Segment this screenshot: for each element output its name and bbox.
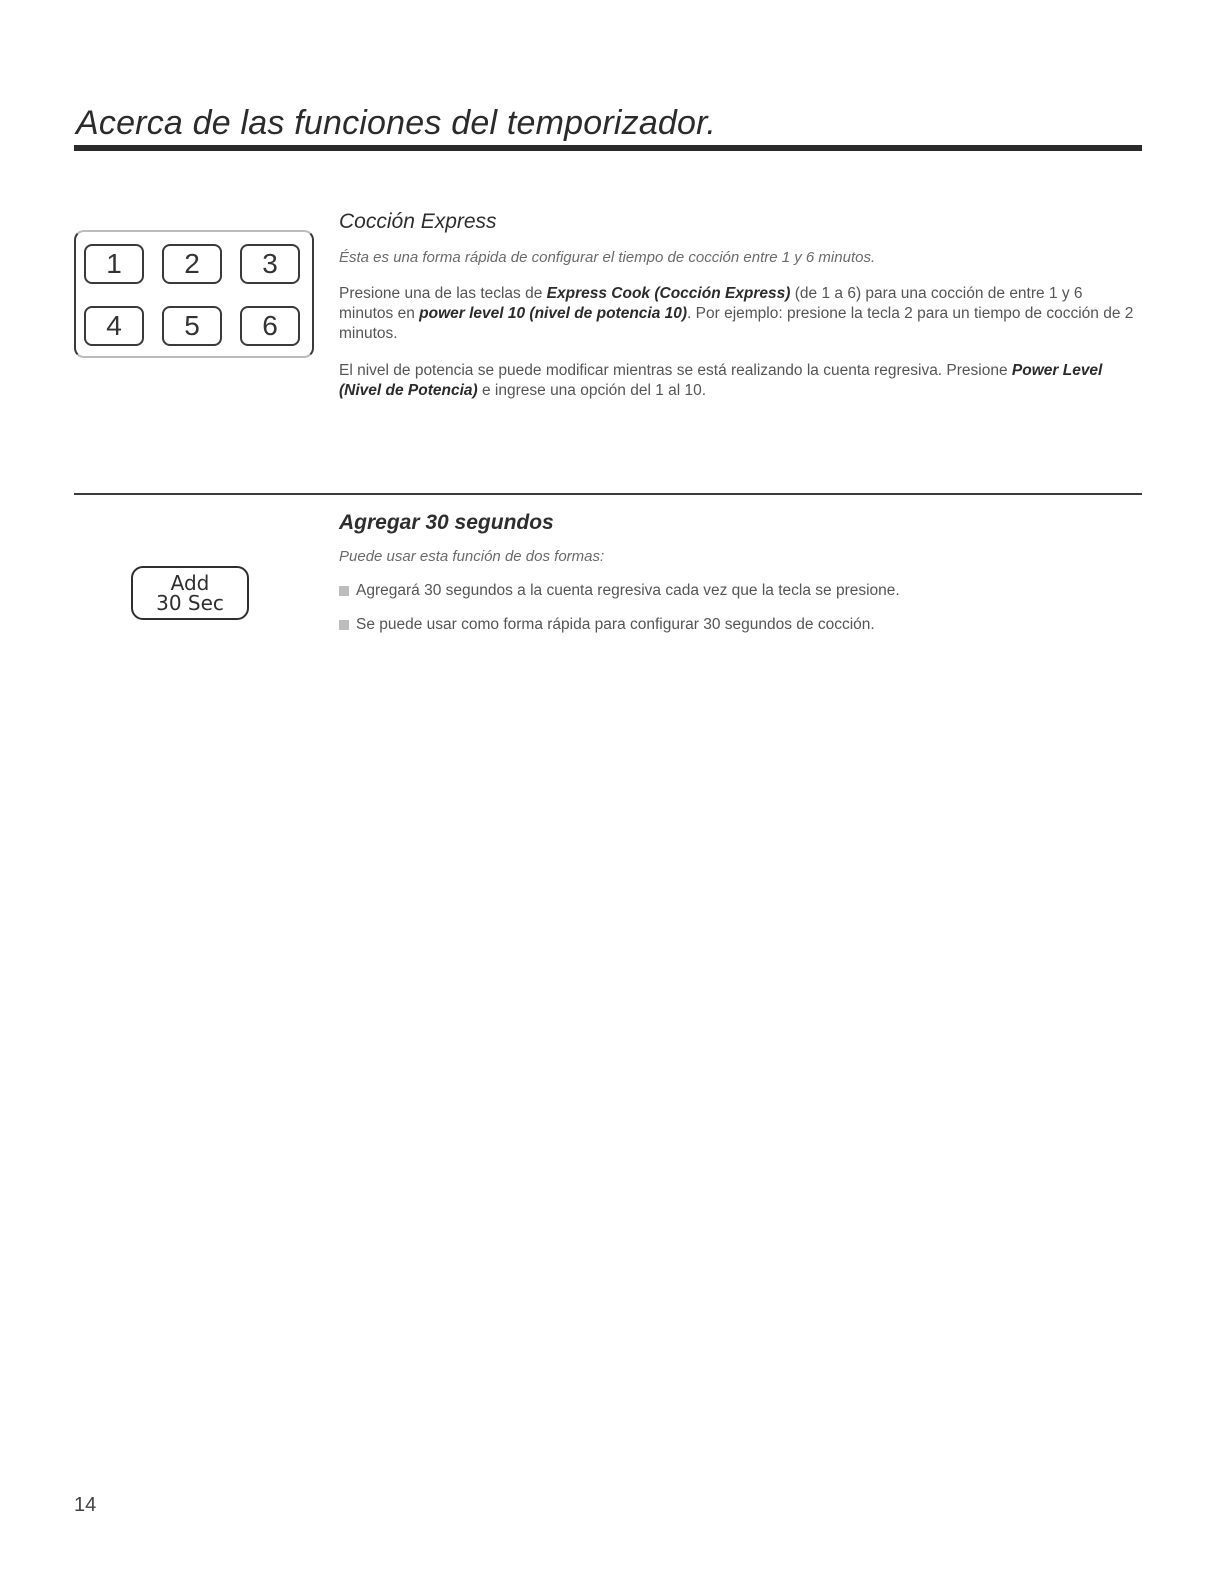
add-30-sec-key	[131, 566, 249, 620]
add30-heading: Agregar 30 segundos	[339, 511, 554, 534]
key-2: 2	[162, 244, 222, 284]
key-3: 3	[240, 244, 300, 284]
express-lead: Ésta es una forma rápida de configurar el tiempo de cocción entre 1 y 6 minutos.	[339, 249, 876, 266]
bullet-square-icon	[339, 586, 349, 596]
key-1: 1	[84, 244, 144, 284]
add30-bullet-1: Agregará 30 segundos a la cuenta regresiva cada vez que la tecla se presione.	[339, 582, 900, 600]
section-divider	[74, 493, 1142, 495]
title-underline	[74, 145, 1142, 151]
express-heading: Cocción Express	[339, 210, 497, 233]
add-key-label-line2: 30 Sec	[156, 591, 224, 615]
add30-lead: Puede usar esta función de dos formas:	[339, 548, 605, 565]
add30-bullet-2: Se puede usar como forma rápida para configurar 30 segundos de cocción.	[339, 616, 875, 634]
bullet-square-icon	[339, 620, 349, 630]
page-number: 14	[74, 1494, 97, 1516]
key-4: 4	[84, 306, 144, 346]
express-cook-keypad	[74, 230, 314, 358]
key-5: 5	[162, 306, 222, 346]
express-paragraph-1: Presione una de las teclas de Express Cook (Cocción Express) (de 1 a 6) para una cocción de entre 1 y 6 minutos en power level 10 (nivel de potencia 10). Por ejemplo: presione la tecla 2 para un tiempo de cocción de 2 minutos.	[339, 285, 1134, 342]
key-6: 6	[240, 306, 300, 346]
page-title: Acerca de las funciones del temporizador.	[76, 104, 717, 142]
express-paragraph-2: El nivel de potencia se puede modificar mientras se está realizando la cuenta regresiva. Presione Power Level (Nivel de Potencia) e ingrese una opción del 1 al 10.	[339, 362, 1103, 399]
add-key-label-line1: Add	[170, 571, 210, 595]
